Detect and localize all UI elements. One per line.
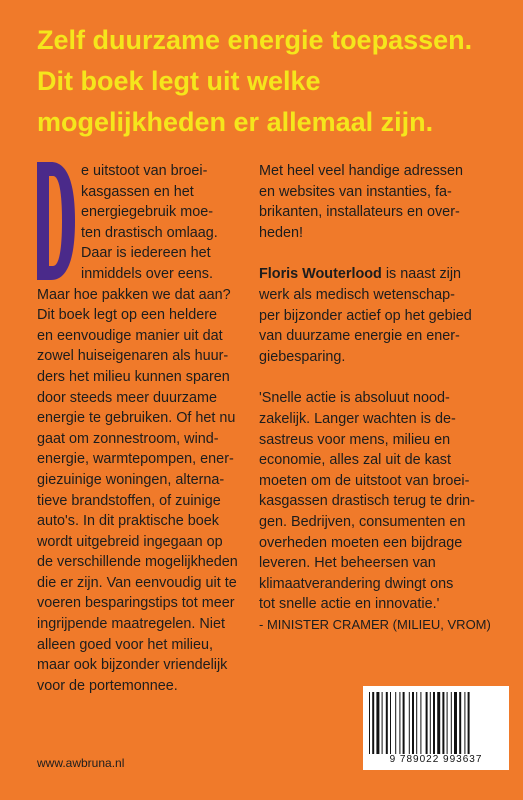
barcode-icon: [369, 692, 503, 754]
text-line: en websites van instanties, fa-: [259, 183, 452, 200]
headline: [37, 20, 507, 143]
text-line: alleen goed voor het milieu,: [37, 636, 213, 653]
text-line: Maar hoe pakken we dat aan?: [37, 286, 231, 303]
text-line: zowel huiseigenaren als huur-: [37, 348, 229, 365]
text-line: werk als medisch wetenschap-: [259, 286, 455, 303]
text-line: en eenvoudige manier uit dat: [37, 327, 223, 344]
text-line: energie, warmtepompen, ener-: [37, 451, 234, 468]
quote-line: klimaatverandering dwingt ons: [259, 575, 454, 592]
headline-line: mogelijkheden er allemaal zijn.: [37, 107, 434, 137]
author-line: [259, 264, 509, 285]
text-line: inmiddels over eens.: [81, 265, 213, 282]
text-line: van duurzame energie en ener-: [259, 328, 460, 345]
quote-line: leveren. Het beheersen van: [259, 555, 436, 572]
text-line: Daar is iedereen het: [81, 245, 211, 262]
text-line: auto's. In dit praktische boek: [37, 513, 219, 530]
quote-line: sastreus voor mens, milieu en: [259, 431, 451, 448]
quote-line: overheden moeten een bijdrage: [259, 534, 463, 551]
isbn-number: 9 789022 993637: [389, 754, 483, 765]
text-line: ingrijpende maatregelen. Niet: [37, 616, 225, 633]
text-line: energiegebruik moe-: [81, 204, 213, 221]
text-line: die er zijn. Van eenvoudig uit te: [37, 574, 237, 591]
headline-line: Zelf duurzame energie toepassen.: [37, 25, 473, 55]
text-line: voeren besparingstips tot meer: [37, 595, 235, 612]
body-column-left: [37, 161, 259, 696]
text-line: door steeds meer duurzame: [37, 389, 217, 406]
quote-line: moeten om de uitstoot van broei-: [259, 472, 470, 489]
text-line: brikanten, installateurs en over-: [259, 204, 460, 221]
quote-attribution: - MINISTER CRAMER (MILIEU, VROM): [259, 616, 491, 632]
quote-line: 'Snelle actie is absoluut nood-: [259, 390, 450, 407]
quote-line: gen. Bedrijven, consumenten en: [259, 513, 466, 530]
text-line: energie te gebruiken. Of het nu: [37, 410, 236, 427]
text-line: gaat om zonnestroom, wind-: [37, 430, 219, 447]
quote-line: tot snelle actie en innovatie.': [259, 596, 440, 613]
text-line: ten drastisch omlaag.: [81, 224, 218, 241]
text-line: tieve brandstoffen, of zuinige: [37, 492, 221, 509]
text-line: Met heel veel handige adressen: [259, 163, 464, 179]
quote-line: economie, alles zal uit de kast: [259, 452, 451, 469]
text-line: wordt uitgebreid ingegaan op: [37, 533, 223, 550]
paragraph-gap: [259, 243, 509, 264]
text-line: kasgassen en het: [81, 183, 194, 200]
barcode-panel: [363, 686, 509, 770]
text-line: ders het milieu kunnen sparen: [37, 368, 230, 385]
headline-line: Dit boek legt uit welke: [37, 66, 321, 96]
quote-line: kasgassen drastisch terug te drin-: [259, 493, 475, 510]
publisher-url: www.awbruna.nl: [37, 756, 125, 770]
text-line: heden!: [259, 224, 304, 241]
text-line: e uitstoot van broei-: [81, 163, 208, 179]
text-line: voor de portemonnee.: [37, 677, 178, 694]
author-line-rest: is naast zijn: [381, 266, 462, 283]
paragraph-gap: [259, 367, 509, 388]
text-line: giebesparing.: [259, 348, 346, 365]
body-column-right: [259, 161, 509, 635]
quote-line: zakelijk. Langer wachten is de-: [259, 410, 456, 427]
text-line: per bijzonder actief op het gebied: [259, 307, 472, 324]
author-name: Floris Wouterlood: [259, 266, 382, 283]
text-line: de verschillende mogelijkheden: [37, 554, 238, 571]
text-line: Dit boek legt op een heldere: [37, 307, 218, 324]
text-line: maar ook bijzonder vriendelijk: [37, 657, 228, 674]
text-line: giezuinige woningen, alterna-: [37, 471, 225, 488]
